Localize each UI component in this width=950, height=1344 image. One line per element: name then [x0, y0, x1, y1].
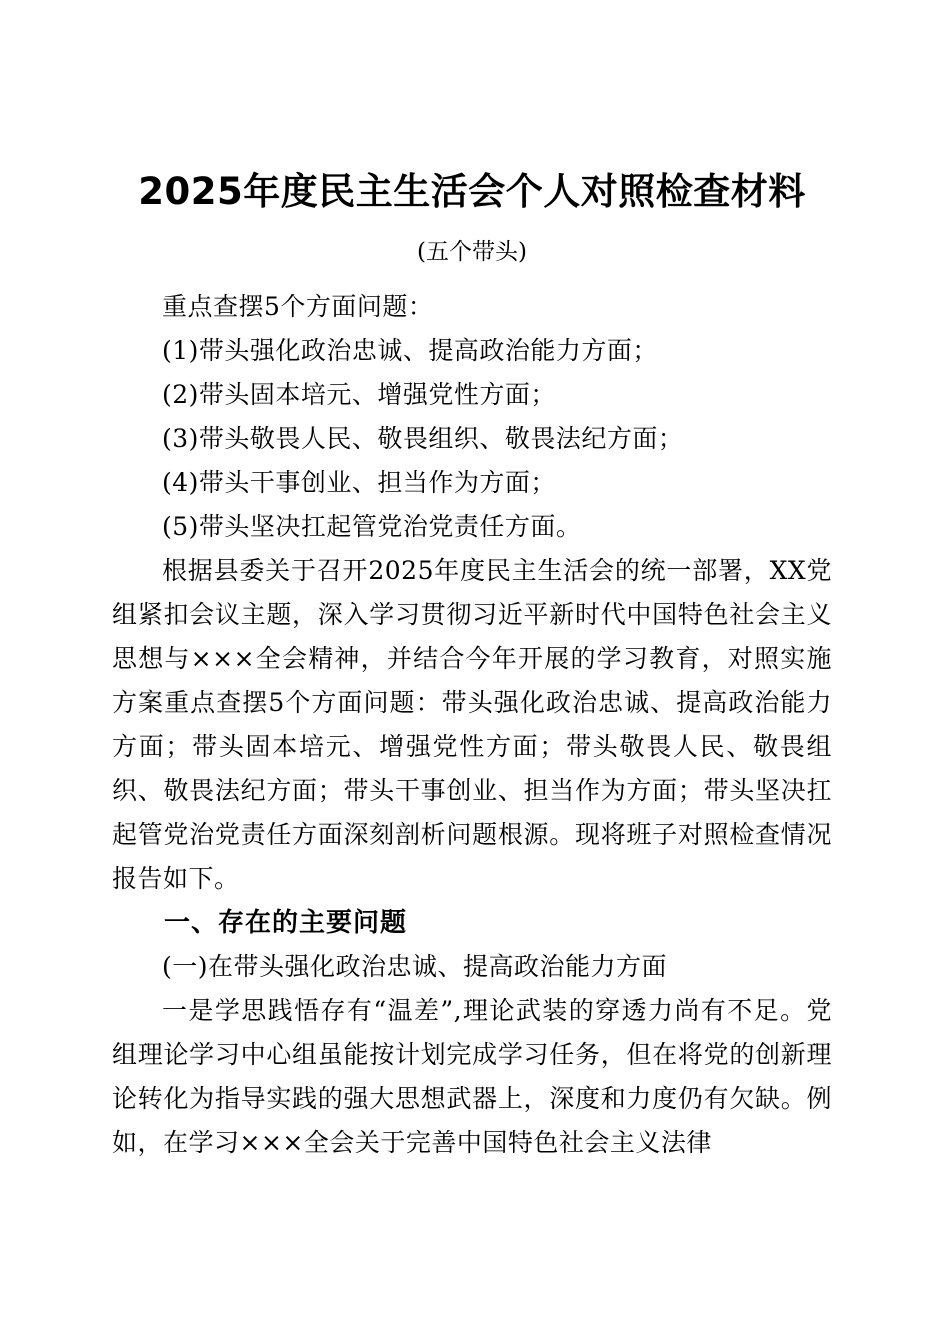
list-item-2: (2)带头固本培元、增强党性方面；: [162, 380, 556, 409]
body-paragraph-overview: 根据县委关于召开2025年度民主生活会的统一部署，XX党组紧扣会议主题，深入学习贯彻习近平新时代中国特色社会主义思想与×××全会精神，并结合今年开展的学习教育，对照实施方案重点查摆5个方面问题：带头强化政治忠诚、提高政治能力方面；带头固本培元、增强党性方面；带头敬畏人民、敬畏组织、敬畏法纪方面；带头干事创业、担当作为方面；带头坚决扛起管党治党责任方面深刻剖析问题根源。现将班子对照检查情况报告如下。: [112, 556, 832, 893]
section-heading-main-problems: 一、存在的主要问题: [164, 908, 408, 938]
body-paragraph-intro: 重点查摆5个方面问题：: [162, 292, 434, 321]
document-subtitle: (五个带头): [417, 239, 527, 265]
list-item-4: (4)带头干事创业、担当作为方面；: [162, 468, 556, 497]
document-title: 2025年度民主生活会个人对照检查材料: [138, 170, 806, 213]
body-paragraph-problem-1: 一是学思践悟存有“温差”,理论武装的穿透力尚有不足。党组理论学习中心组虽能按计划完成学习任务，但在将党的创新理论转化为指导实践的强大思想武器上，深度和力度仍有欠缺。例如，在学习×××全会关于完善中国特色社会主义法律: [112, 996, 832, 1157]
list-item-5: (5)带头坚决扛起管党治党责任方面。: [162, 512, 582, 541]
list-item-3: (3)带头敬畏人民、敬畏组织、敬畏法纪方面；: [162, 424, 684, 453]
list-item-1: (1)带头强化政治忠诚、提高政治能力方面；: [162, 336, 658, 365]
subsection-heading-political-loyalty: (一)在带头强化政治忠诚、提高政治能力方面: [162, 952, 668, 981]
